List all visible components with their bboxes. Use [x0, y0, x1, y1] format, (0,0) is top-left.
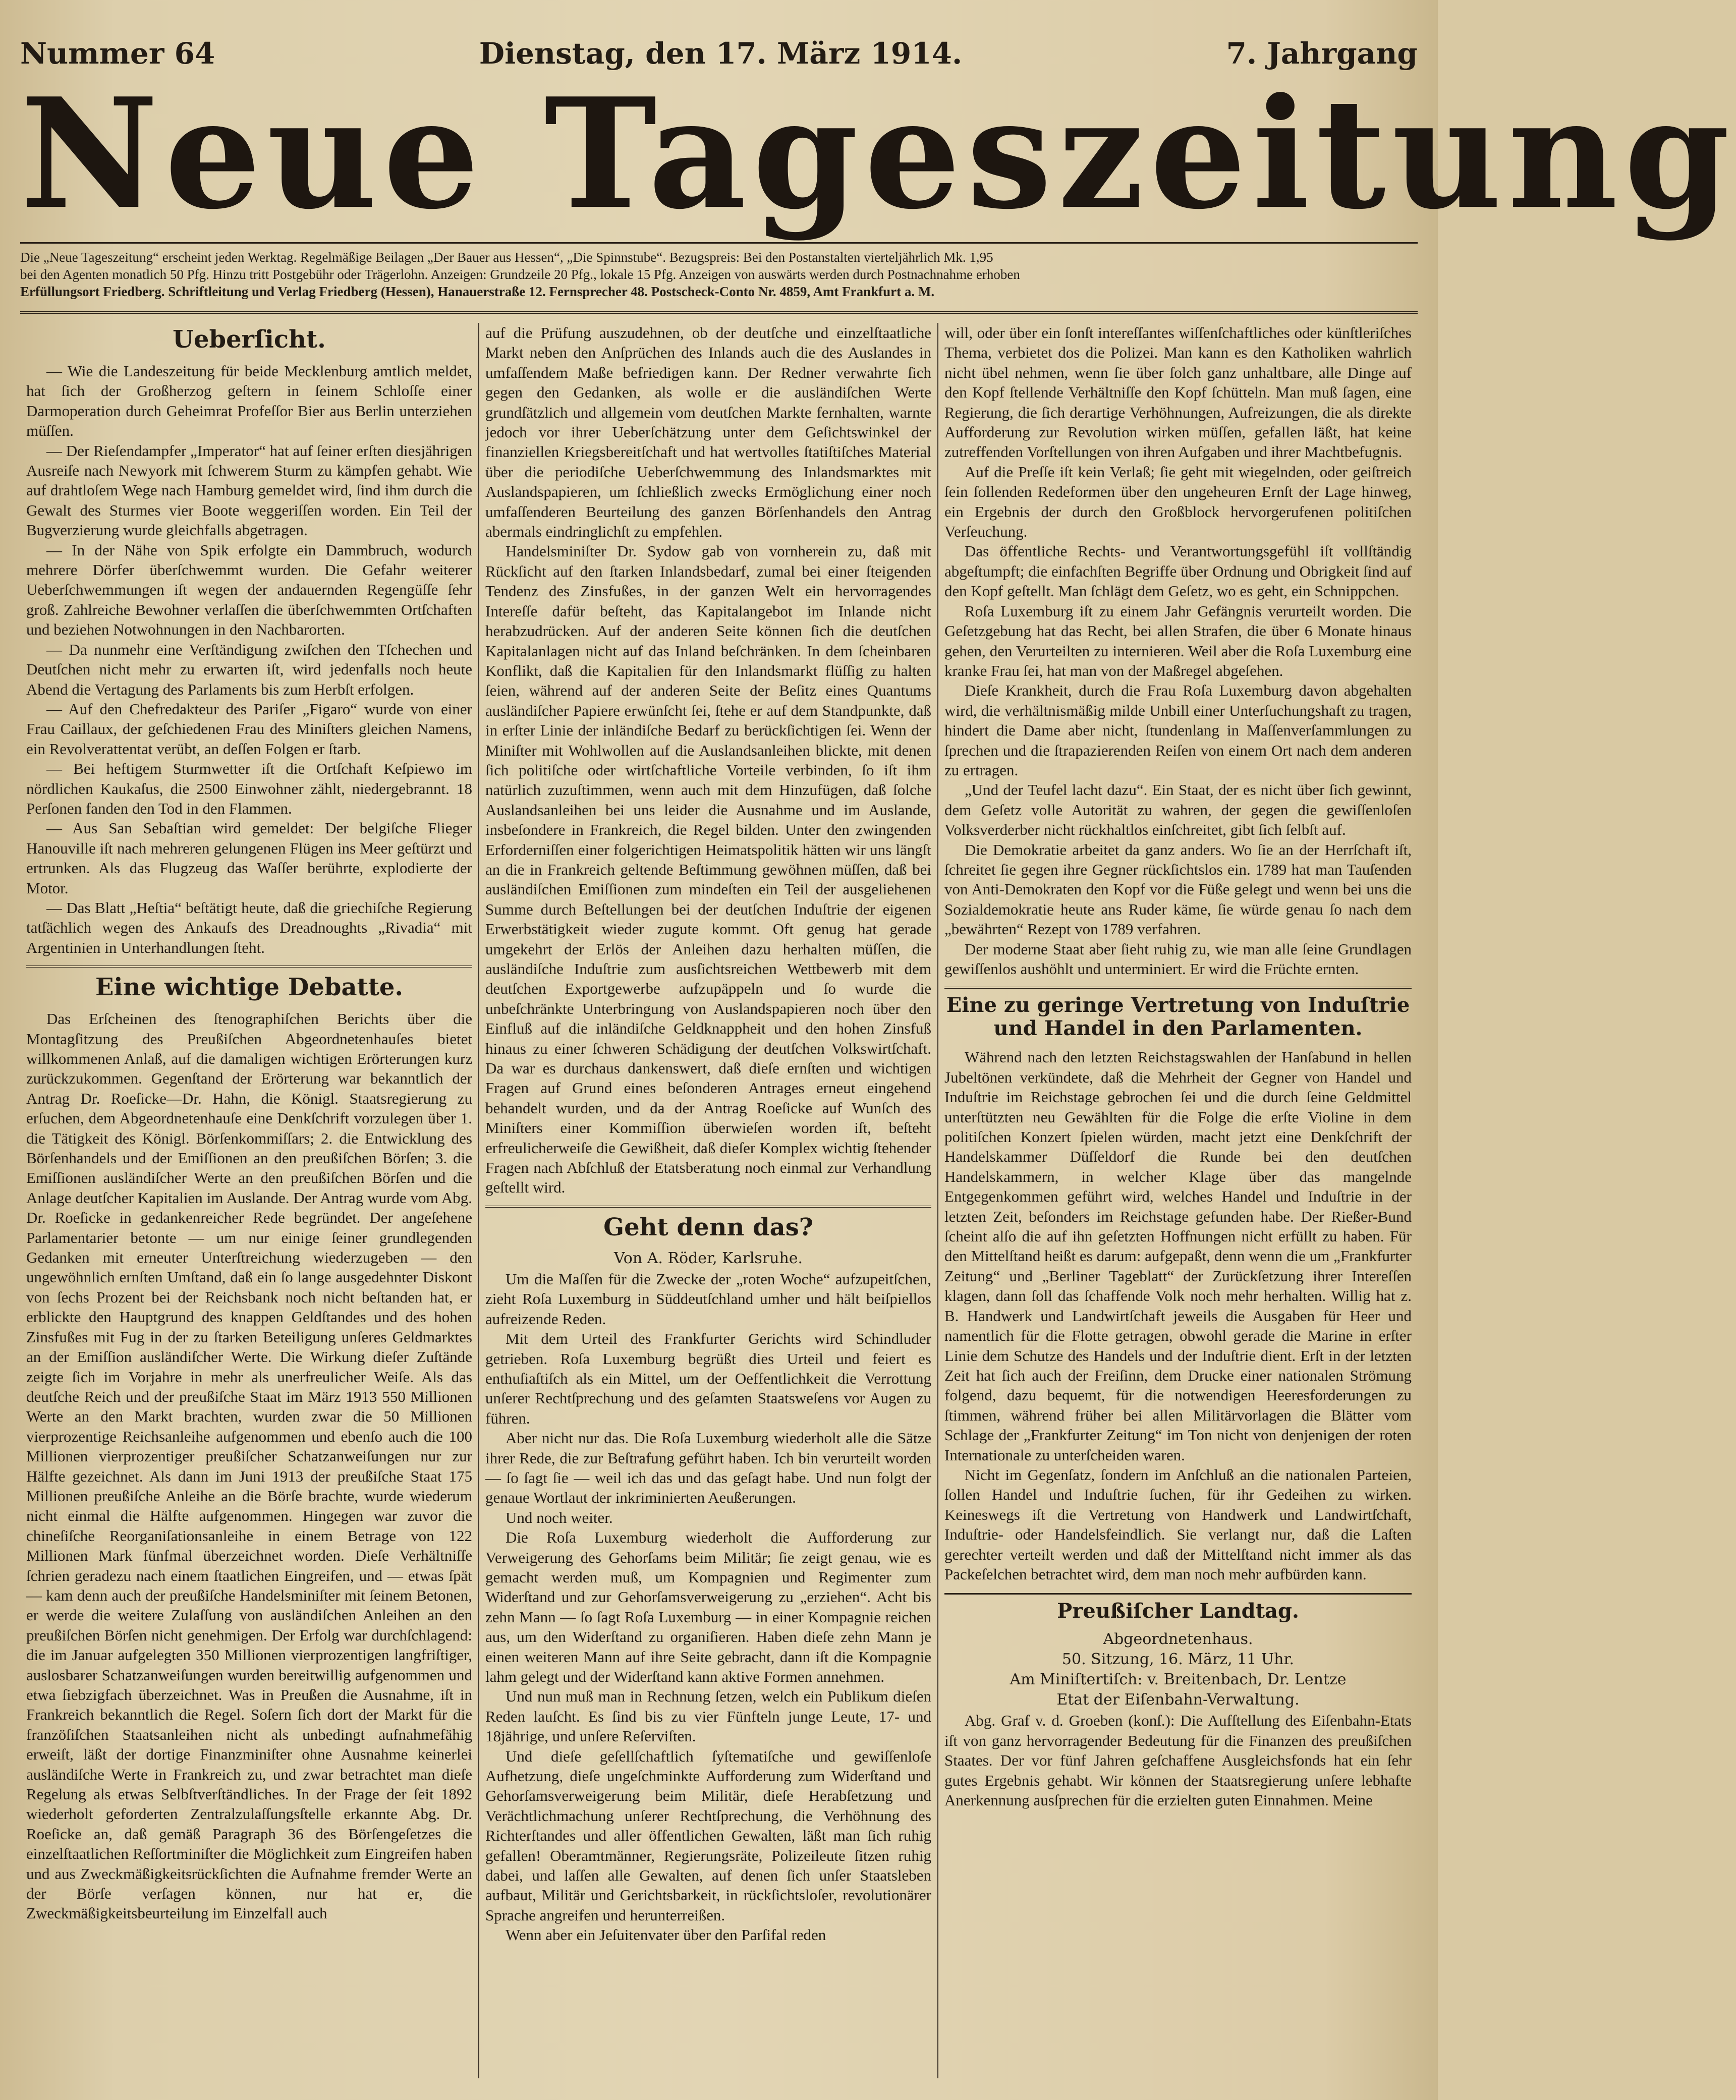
paragraph: Während nach den letzten Reichstagswahlen der Hanſabund in hellen Jubeltönen verkündete, daß die Mehrheit der Gegner von Handel und Induſtrie im Reichstage gebrochen ſei und die durch ſeine Geldmittel unterſtützten neu Gewählten für die Folge die erſte Violine in dem politiſchen Konzert ſpielen würden, macht jetzt eine Denkſchrift der Handelskammer Düſſeldorf die Runde bei den deutſchen Handelskammern, in welcher Klage über das mangelnde Entgegenkommen geführt wird, welches Handel und Induſtrie in der letzten Zeit, beſonders im Reichstage gefunden habe. Der Rießer-Bund ſcheint alſo die auf ihn geſetzten Hoffnungen nicht erfüllt zu haben. Für den Mittelſtand heißt es darum: aufgepaßt, denn wenn die um „Frankfurter Zeitung“ und „Berliner Tageblatt“ der Zurückſetzung ihrer Intereſſen klagen, dann ſoll das ſchaffende Volk noch mehr herhalten. Willig hat z. B. Handwerk und Landwirtſchaft jeweils die Ausgaben für Heer und namentlich für die Flotte getragen, obwohl gerade die Marine in erſter Linie dem Schutze des Handels und der Induſtrie dient. Erſt in der letzten Zeit hat ſich auch der Freiſinn, dem Drucke einer nationalen Strömung folgend, dazu bequemt, für die notwendigen Heeresforderungen zu ſtimmen, während früher bei allen Militärvorlagen die Blätter vom Schlage der „Frankfurter Zeitung“ im Ton nicht von denjenigen der roten Internationale zu unterſcheiden waren.	[944, 1048, 1412, 1464]
subheading: Abgeordnetenhaus.	[1103, 1630, 1253, 1649]
paragraph: Das öffentliche Rechts- und Verantwortungsgefühl iſt vollſtändig abgeſtumpft; die einfachſten Begriffe über Ordnung und Obrigkeit ſind auf den Kopf geſtellt. Man ſchlägt dem Geſetz, wo es geht, ein Schnippchen.	[944, 542, 1412, 600]
heading-geht-denn-das: Geht denn das?	[603, 1213, 813, 1241]
subheading: Etat der Eiſenbahn-Verwaltung.	[1056, 1691, 1300, 1709]
paragraph: Aber nicht nur das. Die Roſa Luxemburg wiederholt alle die Sätze ihrer Rede, die zur Beſtrafung geführt haben. Ich bin verurteilt worden — ſo ſagt ſie — weil ich das und das geſagt habe. Und nun folgt der genaue Wortlaut der inkriminierten Aeußerungen.	[485, 1429, 931, 1507]
column-3	[938, 323, 1418, 2078]
paragraph: Nicht im Gegenſatz, ſondern im Anſchluß an die nationalen Parteien, ſollen Handel und Induſtrie ſuchen, für ihr Gedeihen zu wirken. Keineswegs iſt die Vertretung von Handwerk und Landwirtſchaft, Induſtrie- oder Handelsfeindlich. Sie verlangt nur, daß die Laſten gerechter verteilt werden und daß der Mittelſtand nicht immer als das Packeſelchen betrachtet wird, dem man noch mehr aufbürden kann.	[944, 1465, 1412, 1583]
article-continued	[944, 323, 1412, 979]
paragraph: — Auf den Chefredakteur des Pariſer „Figaro“ wurde von einer Frau Caillaux, der geſchiedenen Frau des Miniſters gleichen Namens, ein Revolverattentat verübt, an deſſen Folgen er ſtarb.	[26, 700, 472, 758]
paragraph: Das Erſcheinen des ſtenographiſchen Berichts über die Montagſitzung des Preußiſchen Abgeordnetenhauſes bietet willkommenen Anlaß, auf die damaligen wichtigen Erörterungen kurz zurückzukommen. Gegenſtand der Erörterung war bekanntlich der Antrag Dr. Roeſicke—Dr. Hahn, die Königl. Staatsregierung zu erſuchen, dem Abgeordnetenhauſe eine Denkſchrift vorzulegen über 1. die Tätigkeit des Königl. Börſenkommiſſars; 2. die Entwicklung des Börſenhandels und der Emiſſionen an den preußiſchen Börſen; 3. die Emiſſionen ausländiſcher Werte an den preußiſchen Börſen und die Anlage deutſcher Kapitalien im Auslande. Der Antrag wurde vom Abg. Dr. Roeſicke in gedankenreicher Rede begründet. Der angeſehene Parlamentarier betonte — um nur einige ſeiner grundlegenden Gedanken mit erneuter Unterſtreichung wiederzugeben — den ungewöhnlich ernſten Umſtand, daß ein ſo lange ausgedehnter Diskont von ſechs Prozent bei der Reichsbank noch nicht beſtanden hat, er erblickte den Hauptgrund des knappen Geldſtandes und des hohen Zinsfußes mit Fug in der zu ſtarken Beteiligung unſeres Geldmarktes an der Emiſſion ausländiſcher Werte. Die Wirkung dieſer Zuſtände zeigte ſich im Vorjahre in mehr als unerfreulicher Weiſe. Als das deutſche Reich und der preußiſche Staat im März 1913 550 Millionen Werte an den Markt brachten, wurden zwar die 50 Millionen vierprozentige Reichsanleihe aufgenommen und ebenſo auch die 100 Millionen vierprozentiger preußiſcher Schatzanweiſungen nur zur Hälfte gezeichnet. Als dann im Juni 1913 der preußiſche Staat 175 Millionen preußiſche Anleihe an die Börſe brachte, wurde wiederum nicht einmal die Hälfte aufgenommen. Hingegen war zuvor die chineſiſche Reorganiſationsanleihe in einem Betrage von 122 Millionen Mark fünfmal überzeichnet worden. Dieſe Verhältniſſe ſchrien geradezu nach einem ſtaatlichen Eingreifen, und — etwas ſpät — kam denn auch der preußiſche Handelsminiſter mit ſeinem Betonen, er werde die weitere Zulaſſung von ausländiſchen Anleihen an den preußiſchen Börſen nicht genehmigen. Der Erfolg war durchſchlagend: die im Januar aufgelegten 350 Millionen vierprozentigen langfriſtiger, auslosbarer Schatzanweiſungen wurden bereitwillig aufgenommen und etwa ſiebzigfach überzeichnet. Was in Preußen die Ausnahme, iſt in Frankreich bekanntlich die Regel. Soſern ſich dort der Markt für die franzöſiſchen Staatsanleihen nicht als unbedingt aufnahmefähig erweiſt, läßt der dortige Finanzminiſter ohne Ausnahme keinerlei ausländiſche Werte in Frankreich zu, und zwar betrachtet man dieſe Regelung als etwas Selbſtverſtändliches. In der Frage der ſeit 1892 wiederholt geforderten Zentralzulaſſungsſtelle erkannte Abg. Dr. Roeſicke an, daß gemäß Paragraph 36 des Börſengeſetzes die einzelſtaatlichen Reſſortminiſter die Möglichkeit zum Eingreifen haben und aus Zweckmäßigkeitsrückſichten die Aufnahme fremder Werte an der Börſe verſagen können, nur hat er, die Zweckmäßigkeitsbeurteilung im Einzelfall auch	[26, 1010, 472, 1922]
paragraph: — Das Blatt „Heſtia“ beſtätigt heute, daß die griechiſche Regierung tatſächlich wegen des Ankaufs des Dreadnoughts „Rivadia“ mit Argentinien in Unterhandlungen ſteht.	[26, 898, 472, 956]
divider	[944, 1593, 1412, 1595]
subheading: Am Miniſtertiſch: v. Breitenbach, Dr. Lentze	[1010, 1671, 1347, 1689]
paragraph: will, oder über ein ſonſt intereſſantes wiſſenſchaftliches oder künſtleriſches Thema, verbietet dos die Polizei. Man kann es den Katholiken wahrlich nicht übel nehmen, wenn ſie über ſolch ganz unhaltbare, alle Dinge auf den Kopf ſtellende Verhältniſſe den Kopf ſchütteln. Man muß ſagen, eine Regierung, die ſich derartige Verhöhnungen, Aufreizungen, die als direkte Aufforderung zur Revolution wirken müſſen, gefallen läßt, hat keine zutreffenden Vorſtellungen von ihren Aufgaben und ihrer Machtbefugnis.	[944, 324, 1412, 461]
subheading: 50. Sitzung, 16. März, 11 Uhr.	[1061, 1651, 1295, 1669]
representation-body	[944, 1047, 1412, 1584]
paragraph: — Bei heftigem Sturmwetter iſt die Ortſchaft Keſpiewo im nördlichen Kaukaſus, die 2500 Einwohner zählt, niedergebrannt. 18 Perſonen fanden den Tod in den Flammen.	[26, 760, 472, 817]
divider	[26, 966, 472, 968]
paragraph: — In der Nähe von Spik erfolgte ein Dammbruch, wodurch mehrere Dörfer überſchwemmt wurden. Die Gefahr weiterer Ueberſchwemmungen iſt wegen der andauernden Regengüſſe ſehr groß. Zahlreiche Bewohner verlaſſen die überſchwemmten Ortſchaften und beziehen Notwohnungen in den Nachbarorten.	[26, 541, 472, 639]
paragraph: — Wie die Landeszeitung für beide Mecklenburg amtlich meldet, hat ſich der Großherzog geſtern in ſeinem Schloſſe einer Darmoperation durch Geheimrat Profeſſor Bier aus Berlin unterziehen müſſen.	[26, 362, 472, 440]
paragraph: Und noch weiter.	[506, 1508, 613, 1526]
paragraph: — Der Rieſendampfer „Imperator“ hat auf ſeiner erſten diesjährigen Ausreiſe nach Newyork mit ſchwerem Sturm zu kämpfen gehabt. Wie auf drahtloſem Wege nach Hamburg gemeldet wird, ſind ihm durch die Gewalt des Sturmes vier Boote weggeriſſen worden. Ein Teil der Bugverzierung wurde gleichfalls abgetragen.	[26, 441, 472, 539]
columns	[20, 323, 1418, 2078]
paragraph: Und nun muß man in Rechnung ſetzen, welch ein Publikum dieſen Reden lauſcht. Es ſind bis zu vier Fünfteln junge Leute, 17- und 18jährige, und unſere Reſerviſten.	[485, 1687, 931, 1745]
landtag-body	[944, 1711, 1412, 1810]
paragraph: Die Demokratie arbeitet da ganz anders. Wo ſie an der Herrſchaft iſt, ſchreitet ſie gegen ihre Gegner rückſichtslos ein. 1789 hat man Tauſenden von Anti-Demokraten den Kopf vor die Füße gelegt und wenn bei uns die Sozialdemokratie heute ans Ruder käme, ſie würde genau ſo nach dem „bewährten“ Rezept von 1789 verfahren.	[944, 840, 1412, 938]
heading-landtag: Preußiſcher Landtag.	[1057, 1599, 1299, 1623]
imprint-box	[20, 242, 1418, 314]
paragraph: — Da nunmehr eine Verſtändigung zwiſchen den Tſchechen und Deutſchen nicht mehr zu erwarten iſt, wird jedenfalls noch heute Abend die Vertagung des Parlaments bis zum Herbſt erfolgen.	[26, 640, 472, 698]
paragraph: „Und der Teufel lacht dazu“. Ein Staat, der es nicht über ſich gewinnt, dem Geſetz volle Autorität zu wahren, der gegen die gewiſſenloſen Volksverderber nicht rückhaltlos einſchreitet, gibt ſich ſelbſt auf.	[944, 781, 1412, 839]
divider	[944, 987, 1412, 989]
imprint-line: Die „Neue Tageszeitung“ erscheint jeden Werktag. Regelmäßige Beilagen „Der Bauer aus Hessen“, „Die Spinnstube“. Bezugspreis: Bei den Postanstalten vierteljährlich Mk. 1,95	[20, 250, 993, 265]
debate-continued	[485, 323, 931, 1198]
column-2	[479, 323, 938, 2078]
issue-number: Nummer 64	[20, 36, 215, 71]
paragraph: Mit dem Urteil des Frankfurter Gerichts wird Schindluder getrieben. Roſa Luxemburg begrüßt dies Urteil und feiert es enthuſiaſtiſch als ein Mittel, um der Oeffentlichkeit die Verrottung unſerer Rechtſprechung und des geſamten Staatsweſens vor Augen zu führen.	[485, 1330, 931, 1427]
paragraph: Um die Maſſen für die Zwecke der „roten Woche“ aufzupeitſchen, zieht Roſa Luxemburg in Süddeutſchland umher und hält beiſpiellos aufreizende Reden.	[485, 1270, 931, 1328]
paragraph: Handelsminiſter Dr. Sydow gab von vornherein zu, daß mit Rückſicht auf den ſtarken Inlandsbedarf, zumal bei einer ſteigenden Tendenz des Zinsfußes, in der ganzen Welt ein hervorragendes Intereſſe dafür beſteht, das Kapitalangebot im Inlande nicht herabzudrücken. Auf der anderen Seite können ſich die deutſchen Kapitalanlagen nicht auf das Inland beſchränken. In dem ſcheinbaren Konflikt, daß die Kapitalien für den Inlandsmarkt flüſſig zu halten ſeien, während auf der anderen Seite der Beſitz eines Quantums ausländiſcher Papiere erwünſcht ſei, ſtehe er auf dem Standpunkte, daß in erſter Linie der inländiſche Bedarf zu berückſichtigen ſei. Wenn der Miniſter mit Wohlwollen auf die Auslandsanleihen blickte, mit denen ſich politiſche oder wirtſchaftliche Vorteile verbinden, ſo iſt ihm natürlich zuzuſtimmen, wenn auch mit dem Hinzufügen, daß ſolche Auslandsanleihen bei uns leider die Ausnahme und im Auslande, insbeſondere in Frankreich, die Regel bilden. Unter den zwingenden Erforderniſſen einer folgerichtigen Heimatspolitik hätten wir uns längſt an die in Frankreich geltende Beſtimmung gewöhnen müſſen, daß bei ausländiſchen Emiſſionen zum mindeſten ein Teil der ausgeliehenen Summe durch Beſtellungen bei der deutſchen Induſtrie der eigenen Erwerbstätigkeit wieder zugute kommt. Oft genug hat gerade umgekehrt der Erlös der Anleihen dazu herhalten müſſen, die ausländiſche Induſtrie zum ausſichtsreichen Wettbewerb mit dem deutſchen Exportgewerbe aufzupäppeln und ſo wurde die unbeſchränkte Unterbringung von Auslandspapieren noch über den Einfluß auf die inländiſche Geldknappheit und den hohen Zinsfuß hinaus zu einer ſchweren Schädigung der deutſchen Volkswirtſchaft. Da war es durchaus dankenswert, daß dieſe ernſten und wichtigen Fragen auf Grund eines beſonderen Antrages erneut eingehend behandelt wurden, und da der Antrag Roeſicke auf Wunſch des Miniſters einer Kommiſſion überwieſen worden iſt, beſteht erfreulicherweiſe die Gewißheit, daß dieſer Komplex wichtig ſtehender Fragen nach Abſchluß der Etatsberatung noch einmal zur Verhandlung geſtellt wird.	[485, 542, 931, 1197]
byline: Von A. Röder, Karlsruhe.	[613, 1249, 803, 1267]
paragraph: auf die Prüfung auszudehnen, ob der deutſche und einzelſtaatliche Markt neben den Anſprüchen des Inlands auch die des Auslandes in umfaſſendem Maße befriedigen kann. Der Redner verwahrte ſich gegen den Gedanken, als wolle er die ausländiſchen Werte grundſätzlich und allgemein vom deutſchen Markte fernhalten, warnte jedoch vor ihrer Ueberſchätzung unter dem Geſichtswinkel der finanziellen Kriegsbereitſchaft und hat wertvolles ſtatiſtiſches Material über die periodiſche Ueberſchwemmung des Inlandsmarktes mit Auslandspapieren, um ſchließlich zwecks Ermöglichung einer noch umfaſſenderen Beurteilung des ganzen Börſenhandels den Antrag abermals eindringlichſt zu empfehlen.	[485, 324, 931, 541]
debate-body	[26, 1009, 472, 1923]
article-body	[485, 1269, 931, 1945]
imprint-line: Erfüllungsort Friedberg. Schriftleitung und Verlag Friedberg (Hessen), Hanauerstraße 12. Fernsprecher 48. Postscheck-Conto Nr. 4859, Amt Frankfurt a. M.	[20, 284, 935, 299]
paragraph: — Aus San Sebaſtian wird gemeldet: Der belgiſche Flieger Hanouville iſt nach mehreren gelungenen Flügen ins Meer geſtürzt und ertrunken. Als das Flugzeug das Waſſer berührte, explodierte der Motor.	[26, 819, 472, 897]
paragraph: Auf die Preſſe iſt kein Verlaß; ſie geht mit wiegelnden, oder geiſtreich ſein ſollenden Redeformen über den ungeheuren Ernſt der Lage hinweg, ein Ergebnis der durch den Großblock hervorgerufenen politiſchen Verſeuchung.	[944, 463, 1412, 541]
column-1	[20, 323, 479, 2078]
paragraph: Dieſe Krankheit, durch die Frau Roſa Luxemburg davon abgehalten wird, die verhältnismäßig milde Unbill einer Unterſuchungshaft zu tragen, hindert die Dame aber nicht, ſtundenlang in Maſſenverſammlungen zu ſprechen und die ſtrapazierenden Reiſen von einem Ort nach dem anderen zu ertragen.	[944, 682, 1412, 779]
paragraph: Der moderne Staat aber ſieht ruhig zu, wie man alle ſeine Grundlagen gewiſſenlos aushöhlt und unterminiert. Er wird die Früchte ernten.	[944, 940, 1412, 978]
paragraph: Wenn aber ein Jeſuitenvater über den Parſifal reden	[506, 1926, 826, 1944]
masthead-title: Neue Tageszeitung	[20, 65, 1736, 243]
issue-date: Dienstag, den 17. März 1914.	[479, 36, 963, 71]
imprint-line: bei den Agenten monatlich 50 Pfg. Hinzu tritt Postgebühr oder Trägerlohn. Anzeigen: Grundzeile 20 Pfg., lokale 15 Pfg. Anzeigen von auswärts werden durch Postnachnahme erhoben	[20, 267, 1020, 282]
paragraph: Und dieſe geſellſchaftlich ſyſtematiſche und gewiſſenloſe Aufhetzung, dieſe ungeſchminkte Aufforderung zum Widerſtand und Gehorſamsverweigerung beim Militär, dieſe Herabſetzung und Verächtlichmachung unſerer Rechtſprechung, die Verhöhnung des Richterſtandes und aller öffentlichen Gewalten, läßt man ſich ruhig gefallen! Oberamtmänner, Regierungsräte, Polizeileute ſitzen ruhig dabei, und laſſen alle Gewalten, auf denen ſich unſer Staatsleben aufbaut, Militär und Gerichtsbarkeit, in rückſichtsloſer, revolutionärer Sprache angreifen und herunterreißen.	[485, 1747, 931, 1924]
paragraph: Die Roſa Luxemburg wiederholt die Aufforderung zur Verweigerung des Gehorſams beim Militär; ſie zeigt genau, wie es gemacht werden muß, um Kompagnien und Regimenter zum Widerſtand und zur Gehorſamsverweigerung zu „erziehen“. Acht bis zehn Mann — ſo ſagt Roſa Luxemburg — in einer Kompagnie reichen aus, um den Widerſtand zu organiſieren. Haben dieſe zehn Mann je einen weiteren Mann auf ihre Seite gebracht, dann iſt die Kompagnie lahm gelegt und der Widerſtand kann aktive Formen annehmen.	[485, 1528, 931, 1685]
paragraph: Roſa Luxemburg iſt zu einem Jahr Gefängnis verurteilt worden. Die Geſetzgebung hat das Recht, bei allen Strafen, die über 6 Monate hinaus gehen, den Verurteilten zu internieren. Weil aber die Roſa Luxemburg eine kranke Frau ſei, hat man von der Maßregel abgeſehen.	[944, 602, 1412, 679]
volume-number: 7. Jahrgang	[1226, 36, 1418, 71]
paragraph: Abg. Graf v. d. Groeben (konſ.): Die Aufſtellung des Eiſenbahn-Etats iſt von ganz hervorragender Bedeutung für die Finanzen des preußiſchen Staates. Der vor fünf Jahren geſchaffene Ausgleichsfonds hat ein ſehr gutes Ergebnis gehabt. Wir können der Staatsregierung unſere lebhafte Anerkennung ausſprechen für die erzielten guten Einnahmen. Meine	[944, 1712, 1412, 1809]
overview-body	[26, 361, 472, 957]
divider	[485, 1206, 931, 1208]
heading-debate: Eine wichtige Debatte.	[95, 973, 404, 1002]
heading-overview: Ueberſicht.	[173, 325, 326, 354]
heading-representation: Eine zu geringe Vertretung von Induſtrie und Handel in den Parlamenten.	[946, 993, 1410, 1041]
